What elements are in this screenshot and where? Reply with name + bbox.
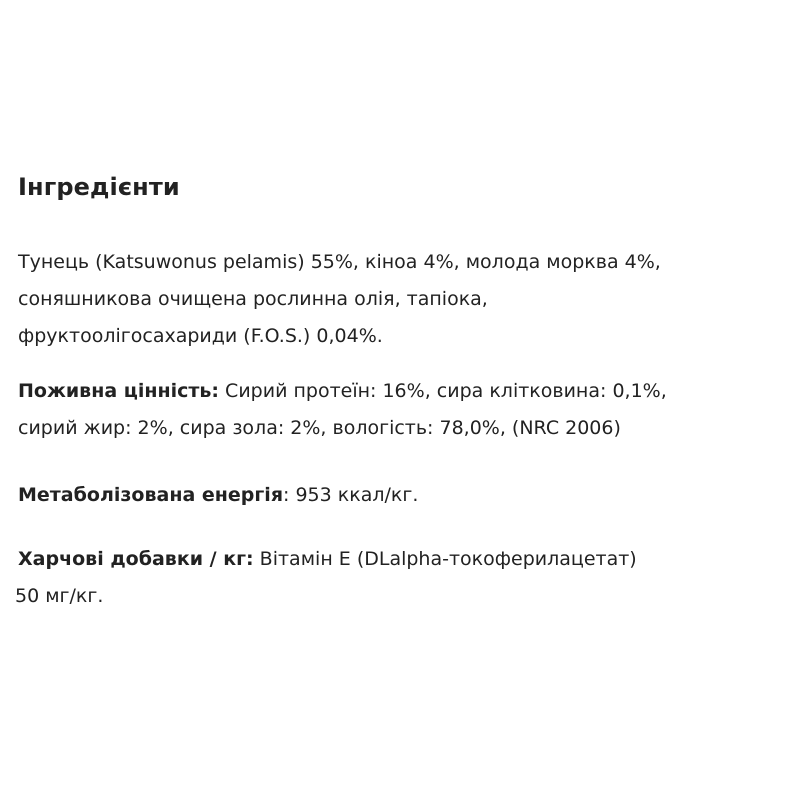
metabolizable-energy-line xyxy=(18,477,418,514)
metabolizable-energy xyxy=(18,477,418,514)
nutritional-value-line xyxy=(18,373,667,410)
ingredients-line: фруктоолігосахариди (F.O.S.) 0,04%. xyxy=(18,325,383,347)
ingredients-line: соняшникова очищена рослинна олія, тапіока, xyxy=(18,288,488,310)
nutritional-value-text: Сирий протеїн: 16%, сира клітковина: 0,1%, xyxy=(219,380,667,402)
feed-additives-line xyxy=(18,541,637,578)
feed-additives-label: Харчові добавки / кг: xyxy=(18,548,254,570)
nutritional-value-label: Поживна цінність: xyxy=(18,380,220,402)
metabolizable-energy-value: : 953 ккал/кг. xyxy=(283,484,419,506)
feed-additives xyxy=(15,541,637,615)
metabolizable-energy-label: Метаболізована енергія xyxy=(18,484,284,506)
feed-additives-line: 50 мг/кг. xyxy=(15,585,104,607)
ingredients-text xyxy=(18,244,661,355)
feed-additives-text: Вітамін Е (DLalpha-токоферилацетат) xyxy=(253,548,637,570)
nutritional-value xyxy=(18,373,667,447)
ingredients-heading: Інгредієнти xyxy=(18,173,180,201)
nutritional-value-line: сирий жир: 2%, сира зола: 2%, вологість: 78,0%, (NRC 2006) xyxy=(18,417,621,439)
ingredients-line: Тунець (Katsuwonus pelamis) 55%, кіноа 4%, молода морква 4%, xyxy=(18,251,661,273)
